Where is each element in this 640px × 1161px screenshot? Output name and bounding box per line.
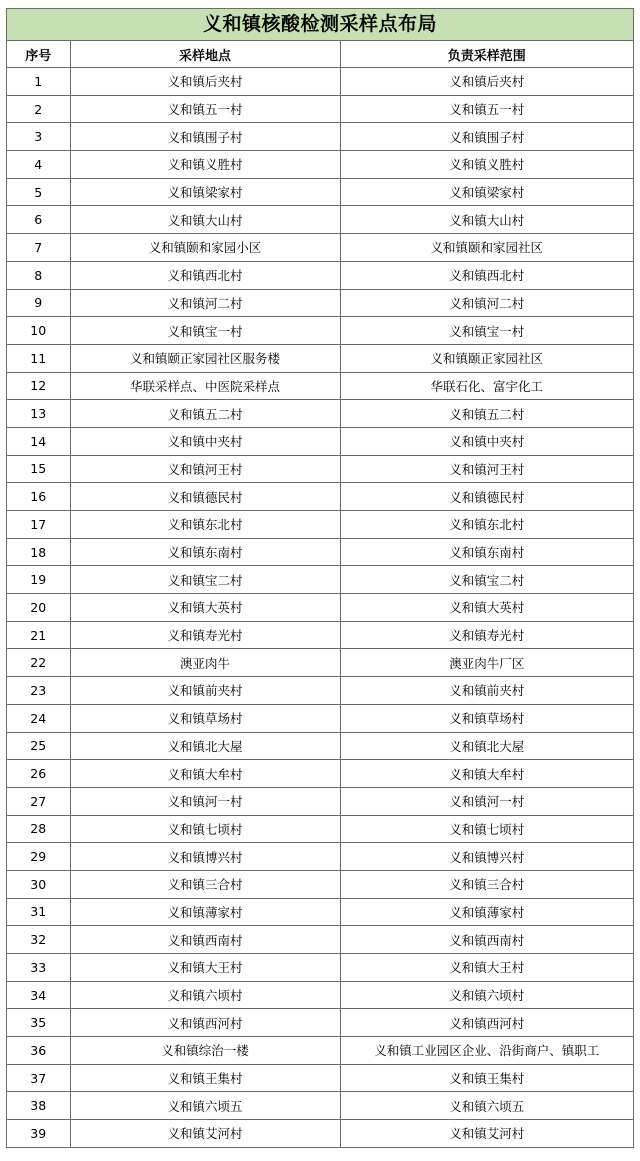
table-row: [7, 151, 633, 179]
cell-scope: 义和镇大王村: [340, 954, 633, 982]
header-no: 序号: [7, 41, 70, 68]
table-row: [7, 95, 633, 123]
cell-location: 义和镇六顷五: [70, 1092, 340, 1120]
cell-no: 18: [7, 538, 70, 566]
cell-location: 华联采样点、中医院采样点: [70, 372, 340, 400]
cell-scope: 义和镇中夹村: [340, 427, 633, 455]
cell-no: 25: [7, 732, 70, 760]
table-row: [7, 677, 633, 705]
cell-scope: 义和镇西南村: [340, 926, 633, 954]
sampling-sites-sheet: [6, 8, 634, 1148]
cell-no: 7: [7, 234, 70, 262]
table-row: [7, 178, 633, 206]
cell-scope: 义和镇义胜村: [340, 151, 633, 179]
table-row: [7, 261, 633, 289]
cell-location: 义和镇大英村: [70, 594, 340, 622]
cell-no: 36: [7, 1037, 70, 1065]
cell-no: 12: [7, 372, 70, 400]
cell-scope: 义和镇六顷五: [340, 1092, 633, 1120]
cell-location: 义和镇后夹村: [70, 68, 340, 96]
table-row: [7, 594, 633, 622]
sheet-title: 义和镇核酸检测采样点布局: [7, 9, 633, 41]
table-row: [7, 981, 633, 1009]
cell-location: 义和镇河二村: [70, 289, 340, 317]
table-row: [7, 234, 633, 262]
table-row: [7, 206, 633, 234]
cell-scope: 澳亚肉牛厂区: [340, 649, 633, 677]
cell-location: 义和镇艾河村: [70, 1120, 340, 1147]
table-row: [7, 843, 633, 871]
cell-scope: 义和镇西北村: [340, 261, 633, 289]
cell-scope: 义和镇五二村: [340, 400, 633, 428]
cell-scope: 义和镇三合村: [340, 870, 633, 898]
cell-no: 11: [7, 344, 70, 372]
cell-scope: 义和镇围子村: [340, 123, 633, 151]
cell-scope: 义和镇博兴村: [340, 843, 633, 871]
cell-no: 16: [7, 483, 70, 511]
table-row: [7, 372, 633, 400]
cell-location: 义和镇草场村: [70, 704, 340, 732]
table-row: [7, 538, 633, 566]
table-row: [7, 1037, 633, 1065]
cell-location: 义和镇综治一楼: [70, 1037, 340, 1065]
table-row: [7, 760, 633, 788]
cell-scope: 义和镇艾河村: [340, 1120, 633, 1147]
cell-scope: 义和镇后夹村: [340, 68, 633, 96]
cell-location: 义和镇中夹村: [70, 427, 340, 455]
cell-scope: 义和镇东南村: [340, 538, 633, 566]
cell-location: 义和镇德民村: [70, 483, 340, 511]
cell-location: 义和镇梁家村: [70, 178, 340, 206]
header-location: 采样地点: [70, 41, 340, 68]
cell-location: 义和镇围子村: [70, 123, 340, 151]
cell-no: 31: [7, 898, 70, 926]
cell-scope: 义和镇颐正家园社区: [340, 344, 633, 372]
table-row: [7, 123, 633, 151]
cell-scope: 义和镇西河村: [340, 1009, 633, 1037]
cell-no: 10: [7, 317, 70, 345]
cell-no: 34: [7, 981, 70, 1009]
table-row: [7, 427, 633, 455]
table-row: [7, 926, 633, 954]
cell-no: 28: [7, 815, 70, 843]
cell-location: 义和镇薄家村: [70, 898, 340, 926]
cell-location: 义和镇颐和家园小区: [70, 234, 340, 262]
cell-no: 38: [7, 1092, 70, 1120]
cell-scope: 义和镇六顷村: [340, 981, 633, 1009]
cell-scope: 义和镇大山村: [340, 206, 633, 234]
cell-no: 29: [7, 843, 70, 871]
cell-no: 19: [7, 566, 70, 594]
cell-scope: 义和镇七顷村: [340, 815, 633, 843]
table-header-row: [7, 41, 633, 68]
table-row: [7, 704, 633, 732]
cell-location: 义和镇宝二村: [70, 566, 340, 594]
cell-no: 27: [7, 787, 70, 815]
cell-location: 义和镇颐正家园社区服务楼: [70, 344, 340, 372]
cell-no: 2: [7, 95, 70, 123]
cell-location: 义和镇寿光村: [70, 621, 340, 649]
cell-location: 义和镇东南村: [70, 538, 340, 566]
table-row: [7, 898, 633, 926]
cell-no: 21: [7, 621, 70, 649]
cell-location: 义和镇七顷村: [70, 815, 340, 843]
cell-location: 义和镇五二村: [70, 400, 340, 428]
cell-no: 22: [7, 649, 70, 677]
cell-no: 17: [7, 511, 70, 539]
cell-no: 15: [7, 455, 70, 483]
cell-no: 5: [7, 178, 70, 206]
table-row: [7, 815, 633, 843]
table-row: [7, 289, 633, 317]
cell-scope: 义和镇大英村: [340, 594, 633, 622]
cell-location: 义和镇六顷村: [70, 981, 340, 1009]
table-row: [7, 455, 633, 483]
cell-no: 8: [7, 261, 70, 289]
cell-scope: 义和镇颐和家园社区: [340, 234, 633, 262]
table-body: [7, 68, 633, 1147]
cell-scope: 义和镇河二村: [340, 289, 633, 317]
header-scope: 负责采样范围: [340, 41, 633, 68]
cell-location: 义和镇五一村: [70, 95, 340, 123]
cell-location: 义和镇大山村: [70, 206, 340, 234]
cell-scope: 义和镇寿光村: [340, 621, 633, 649]
cell-scope: 义和镇前夹村: [340, 677, 633, 705]
cell-scope: 义和镇河一村: [340, 787, 633, 815]
cell-scope: 义和镇五一村: [340, 95, 633, 123]
cell-scope: 义和镇薄家村: [340, 898, 633, 926]
cell-no: 4: [7, 151, 70, 179]
cell-no: 9: [7, 289, 70, 317]
cell-no: 35: [7, 1009, 70, 1037]
cell-location: 义和镇西河村: [70, 1009, 340, 1037]
cell-location: 义和镇西南村: [70, 926, 340, 954]
table-row: [7, 1120, 633, 1147]
cell-scope: 义和镇德民村: [340, 483, 633, 511]
table-row: [7, 483, 633, 511]
cell-location: 义和镇东北村: [70, 511, 340, 539]
table-row: [7, 566, 633, 594]
cell-location: 义和镇大牟村: [70, 760, 340, 788]
table-row: [7, 1092, 633, 1120]
cell-no: 13: [7, 400, 70, 428]
cell-no: 1: [7, 68, 70, 96]
table-row: [7, 732, 633, 760]
cell-scope: 义和镇大牟村: [340, 760, 633, 788]
table-row: [7, 511, 633, 539]
table-row: [7, 317, 633, 345]
cell-no: 20: [7, 594, 70, 622]
cell-scope: 义和镇王集村: [340, 1064, 633, 1092]
table-row: [7, 870, 633, 898]
cell-scope: 义和镇工业园区企业、沿街商户、镇职工: [340, 1037, 633, 1065]
cell-location: 澳亚肉牛: [70, 649, 340, 677]
table-row: [7, 344, 633, 372]
table-row: [7, 1009, 633, 1037]
cell-scope: 义和镇宝一村: [340, 317, 633, 345]
cell-no: 39: [7, 1120, 70, 1147]
cell-location: 义和镇前夹村: [70, 677, 340, 705]
cell-scope: 义和镇宝二村: [340, 566, 633, 594]
cell-scope: 华联石化、富宇化工: [340, 372, 633, 400]
table-row: [7, 787, 633, 815]
cell-no: 33: [7, 954, 70, 982]
cell-location: 义和镇博兴村: [70, 843, 340, 871]
cell-no: 6: [7, 206, 70, 234]
cell-location: 义和镇王集村: [70, 1064, 340, 1092]
cell-scope: 义和镇东北村: [340, 511, 633, 539]
cell-location: 义和镇西北村: [70, 261, 340, 289]
cell-no: 30: [7, 870, 70, 898]
cell-scope: 义和镇草场村: [340, 704, 633, 732]
cell-location: 义和镇宝一村: [70, 317, 340, 345]
cell-no: 32: [7, 926, 70, 954]
cell-location: 义和镇北大屋: [70, 732, 340, 760]
cell-no: 23: [7, 677, 70, 705]
cell-no: 3: [7, 123, 70, 151]
cell-location: 义和镇大王村: [70, 954, 340, 982]
cell-scope: 义和镇北大屋: [340, 732, 633, 760]
cell-no: 26: [7, 760, 70, 788]
cell-no: 24: [7, 704, 70, 732]
cell-location: 义和镇三合村: [70, 870, 340, 898]
table-row: [7, 68, 633, 96]
cell-location: 义和镇河王村: [70, 455, 340, 483]
cell-scope: 义和镇梁家村: [340, 178, 633, 206]
cell-scope: 义和镇河王村: [340, 455, 633, 483]
cell-no: 14: [7, 427, 70, 455]
cell-location: 义和镇河一村: [70, 787, 340, 815]
table-row: [7, 621, 633, 649]
cell-location: 义和镇义胜村: [70, 151, 340, 179]
table-row: [7, 400, 633, 428]
table-row: [7, 1064, 633, 1092]
sampling-sites-table: [7, 41, 633, 1147]
table-row: [7, 954, 633, 982]
cell-no: 37: [7, 1064, 70, 1092]
table-row: [7, 649, 633, 677]
